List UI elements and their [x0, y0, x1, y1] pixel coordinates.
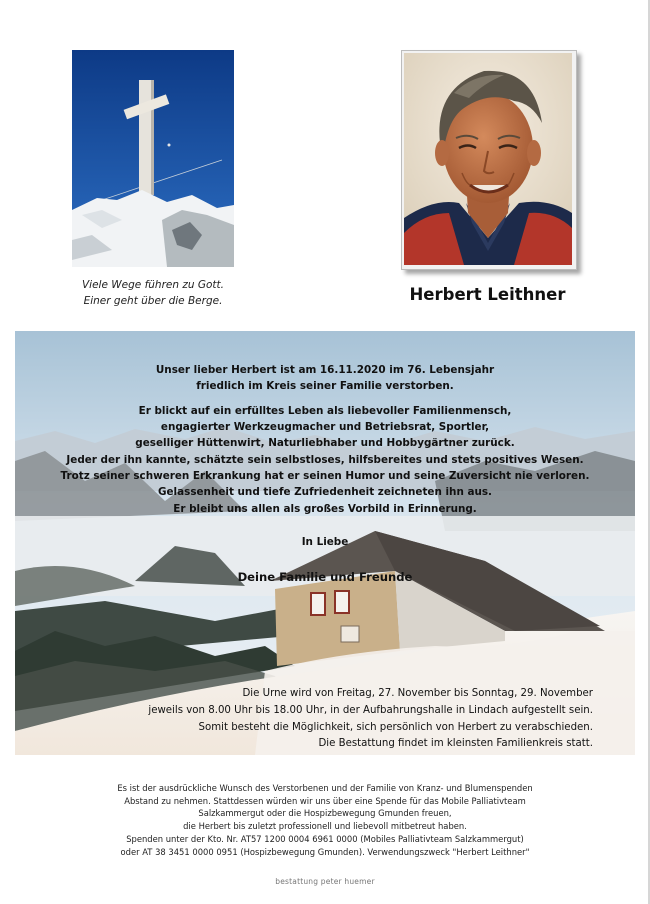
- message-paragraph-1: [15, 362, 635, 394]
- caption-line-1: Viele Wege führen zu Gott.: [82, 279, 224, 291]
- message-line: friedlich im Kreis seiner Familie verstorben.: [196, 380, 454, 393]
- caption-line-2: Einer geht über die Berge.: [83, 295, 223, 307]
- deceased-name: Herbert Leithner: [409, 285, 566, 304]
- urn-line: Somit besteht die Möglichkeit, sich persönlich von Herbert zu verabschieden.: [198, 721, 593, 733]
- urn-line: Die Urne wird von Freitag, 27. November bis Sonntag, 29. November: [242, 688, 593, 699]
- message-line: Er bleibt uns allen als großes Vorbild in Erinnerung.: [173, 502, 477, 515]
- message-line: Trotz seiner schweren Erkrankung hat er seinen Humor und seine Zuversicht nie verloren.: [60, 470, 590, 483]
- donation-notice: [0, 782, 650, 858]
- summit-cross-photo: [72, 50, 234, 267]
- cross-caption: [60, 277, 246, 309]
- footer-line: die Herbert bis zuletzt professionell und liebevoll mitbetreut haben.: [183, 821, 467, 832]
- family-signature: Deine Familie und Freunde: [237, 570, 413, 584]
- scene-text-overlay: [15, 331, 635, 755]
- message-line: geselliger Hüttenwirt, Naturliebhaber und Hobbygärtner zurück.: [135, 437, 515, 450]
- urn-notice: [148, 686, 593, 753]
- message-line: Er blickt auf ein erfülltes Leben als liebevoller Familienmensch,: [138, 405, 512, 417]
- funeral-home-brand: bestattung peter huemer: [275, 877, 375, 886]
- urn-line: jeweils von 8.00 Uhr bis 18.00 Uhr, in der Aufbahrungshalle in Lindach aufgestellt sein.: [148, 704, 593, 716]
- message-paragraph-3: [15, 452, 635, 517]
- in-liebe: In Liebe: [301, 536, 349, 548]
- message-line: Jeder der ihn kannte, schätzte sein selbstloses, hilfsbereites und stets positives Wesen.: [66, 454, 584, 466]
- message-line: engagierter Werkzeugmacher und Betriebsrat, Sportler,: [160, 421, 490, 434]
- footer-line: Spenden unter der Kto. Nr. AT57 1200 0004 6961 0000 (Mobiles Palliativteam Salzkammergut): [126, 833, 524, 844]
- footer-line: Es ist der ausdrückliche Wunsch des Verstorbenen und der Familie von Kranz- und Blumenspenden: [117, 783, 533, 793]
- urn-line: Die Bestattung findet im kleinsten Familienkreis statt.: [318, 738, 593, 750]
- portrait-photo: [404, 53, 572, 265]
- message-paragraph-2: [15, 403, 635, 452]
- footer-line: Salzkammergut oder die Hospizbewegung Gmunden freuen,: [198, 808, 452, 819]
- message-line: Gelassenheit und tiefe Zufriedenheit zeichneten ihn aus.: [157, 486, 493, 499]
- footer-line: Abstand zu nehmen. Stattdessen würden wir uns über eine Spende für das Mobile Palliativteam: [124, 795, 526, 806]
- footer-line: oder AT 38 3451 0000 0951 (Hospizbewegung Gmunden). Verwendungszweck "Herbert Leithner": [120, 846, 530, 857]
- message-line: Unser lieber Herbert ist am 16.11.2020 im 76. Lebensjahr: [155, 364, 495, 376]
